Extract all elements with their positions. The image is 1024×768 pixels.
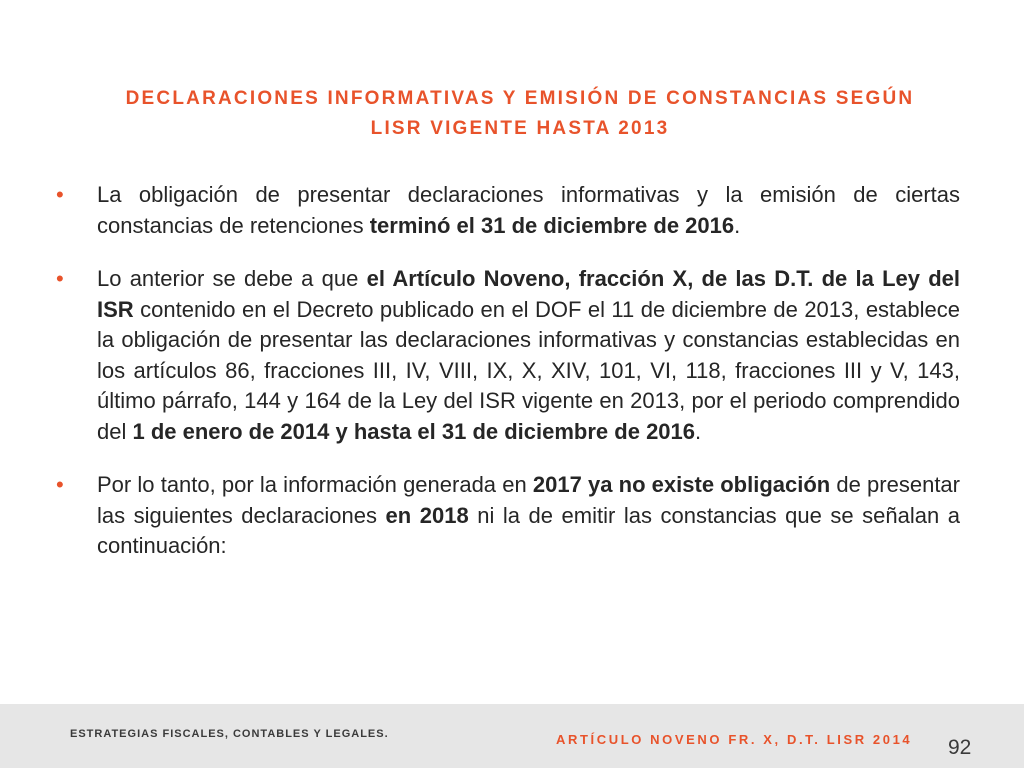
bullet-text: Lo anterior se debe a que — [97, 266, 367, 291]
bullet-bold-text: el Artículo Noveno, fracción X, de las D.T. de la Ley del ISR — [97, 266, 961, 322]
bullet-dot-icon: • — [56, 182, 64, 207]
bullet-text: Por lo tanto, por la información generada en — [97, 472, 533, 497]
bullet-text: de presentar las siguientes declaraciones — [97, 472, 960, 528]
footer-bar — [0, 704, 1024, 768]
bullet-item — [56, 470, 960, 562]
footer-company-name: ESTRATEGIAS FISCALES, CONTABLES Y LEGALES. — [70, 728, 389, 740]
bullet-item — [56, 180, 960, 241]
slide-title-line-2: LISR VIGENTE HASTA 2013 — [370, 118, 670, 139]
bullet-text: contenido en el Decreto publicado en el DOF el 11 de diciembre de 2013, establece la obligación de presentar las declaraciones informativas y constancias establecidas en los artículos 86, fracciones III, IV, VIII, IX, X, XIV, 101, VI, 118, fracciones III y V, 143, último párrafo, 144 y 164 de la Ley del ISR vigente en 2013, por el periodo comprendido del — [97, 296, 960, 444]
slide-title-line-1: DECLARACIONES INFORMATIVAS Y EMISIÓN DE CONSTANCIAS SEGÚN — [125, 88, 915, 109]
bullet-item — [56, 264, 960, 447]
slide-title — [80, 84, 960, 144]
page-number: 92 — [948, 736, 972, 759]
footer-reference: ARTÍCULO NOVENO FR. X, D.T. LISR 2014 — [556, 732, 913, 747]
bullet-bold-text: terminó el 31 de diciembre de 2016 — [369, 212, 735, 238]
bullet-dot-icon: • — [56, 472, 64, 497]
bullet-dot-icon: • — [56, 266, 64, 291]
bullet-bold-text: 1 de enero de 2014 y hasta el 31 de diciembre de 2016 — [132, 418, 696, 444]
bullet-bold-text: 2017 ya no existe obligación — [532, 472, 831, 497]
bullet-text: ni la de emitir las constancias que se señalan a continuación: — [97, 502, 961, 558]
bullet-text: . — [695, 418, 702, 444]
bullet-bold-text: en 2018 — [385, 502, 469, 528]
bullet-text: La obligación de presentar declaraciones informativas y la emisión de ciertas constancias de retenciones — [97, 182, 960, 238]
bullet-list — [56, 180, 960, 585]
bullet-text: . — [734, 212, 741, 238]
